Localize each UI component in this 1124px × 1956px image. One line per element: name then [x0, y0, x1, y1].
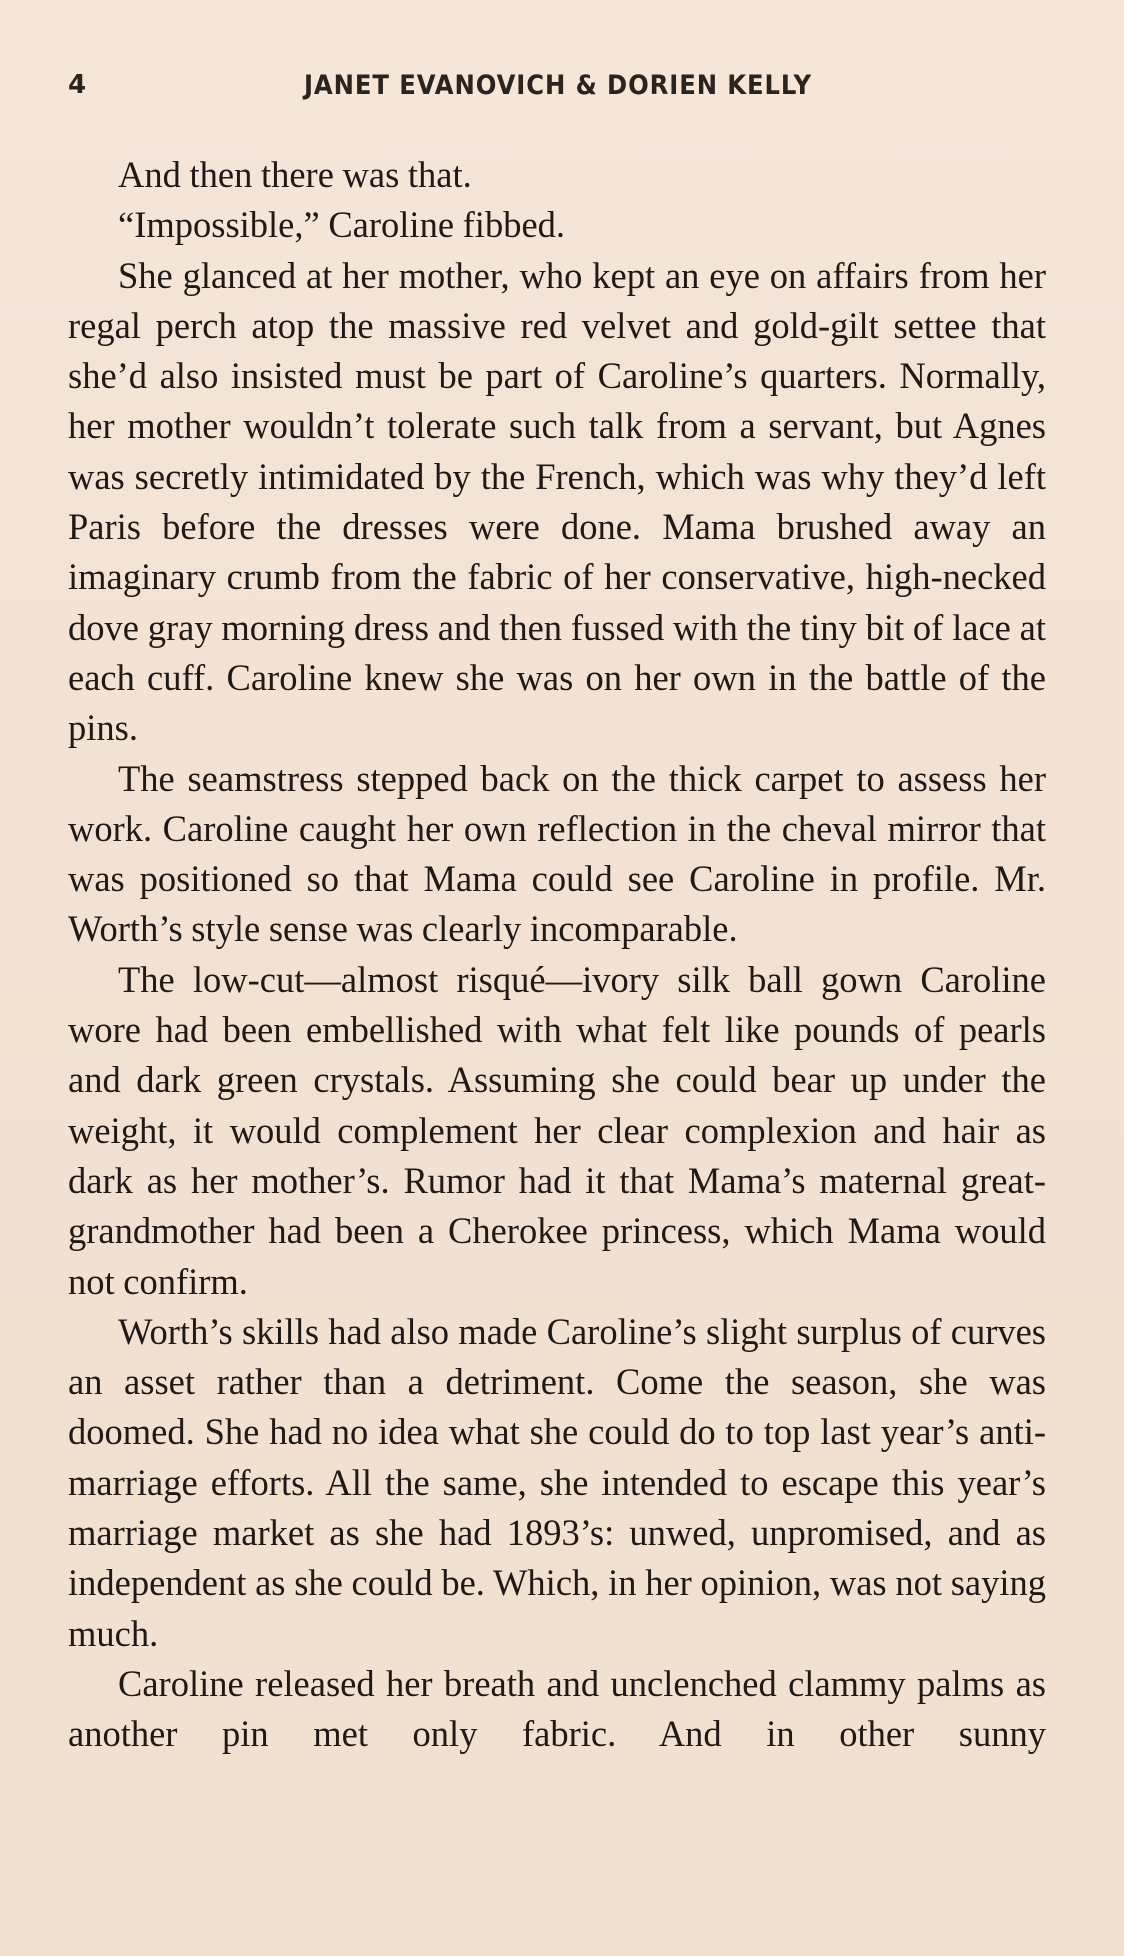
paragraph: And then there was that.: [118, 154, 472, 195]
running-head: JANET EVANOVICH & DORIEN KELLY: [303, 70, 813, 101]
paragraph: The seamstress stepped back on the thick carpet to assess her work. Caroline caught her own reflection in the cheval mirror that was positioned so that Mama could see Caroline in profile. Mr. Worth’s style sense was clearly incomparable.: [68, 757, 1046, 950]
paragraph: Caroline released her breath and unclenched clammy palms as another pin met only fabric. And in other sunny: [68, 1662, 1046, 1755]
paragraph: Worth’s skills had also made Caroline’s slight surplus of curves an asset rather than a detriment. Come the season, she was doomed. She had no idea what she could do to top last year’s anti-marriage efforts. All the same, she intended to escape this year’s marriage market as she had 1893’s: unwed, unpromised, and as independent as she could be. Which, in her opinion, was not saying much.: [68, 1310, 1046, 1654]
body-text: [68, 150, 1046, 1760]
paragraph: The low-cut—almost risqué—ivory silk ball gown Caroline wore had been embellished with what felt like pounds of pearls and dark green crystals. Assuming she could bear up under the weight, it would complement her clear complexion and hair as dark as her mother’s. Rumor had it that Mama’s maternal great-grandmother had been a Cherokee princess, which Mama would not confirm.: [68, 958, 1046, 1302]
page-number: 4: [68, 70, 87, 100]
page-header: [68, 62, 1048, 112]
paragraph: She glanced at her mother, who kept an eye on affairs from her regal perch atop the massive red velvet and gold-gilt settee that she’d also insisted must be part of Caroline’s quarters. Normally, her mother wouldn’t tolerate such talk from a servant, but Agnes was secretly intimidated by the French, which was why they’d left Paris before the dresses were done. Mama brushed away an imaginary crumb from the fabric of her conservative, high-necked dove gray morning dress and then fussed with the tiny bit of lace at each cuff. Caroline knew she was on her own in the battle of the pins.: [68, 254, 1046, 749]
paragraph: “Impossible,” Caroline fibbed.: [118, 204, 566, 246]
